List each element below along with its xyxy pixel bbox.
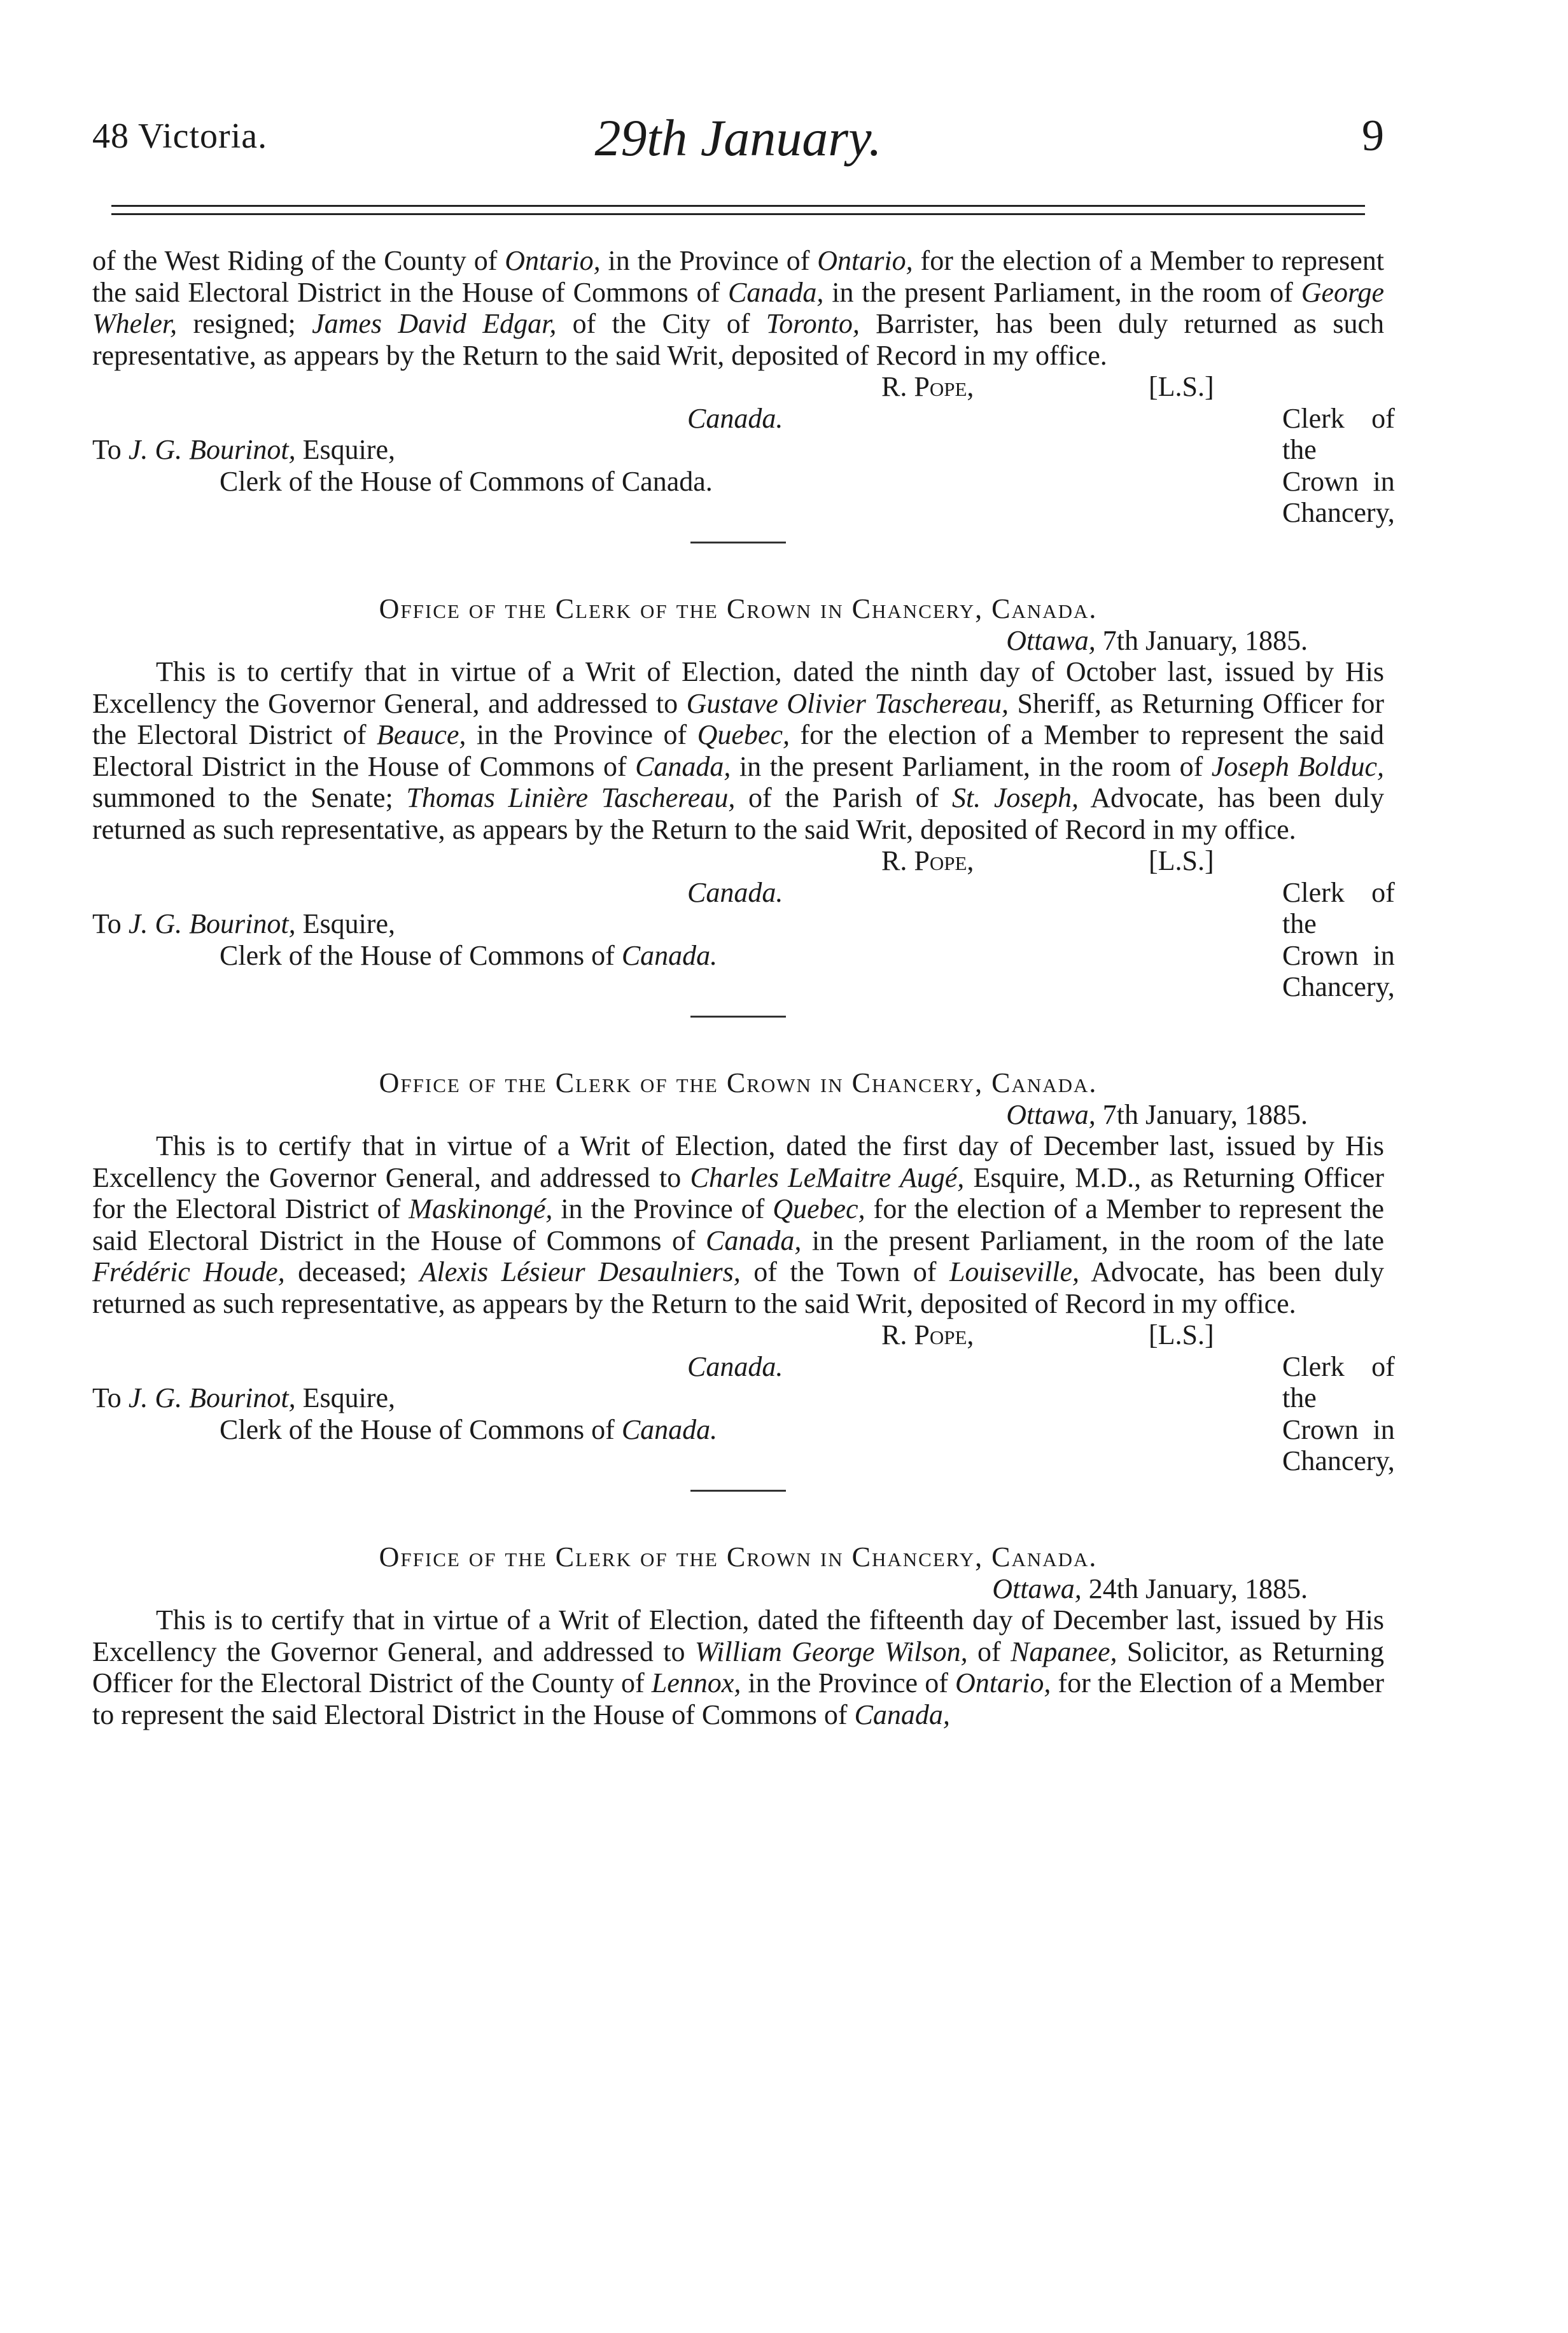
text-run: resigned; [177,308,312,339]
addressee-title-country: Canada. [621,939,718,971]
text-run: of the West Riding of the County of [92,245,505,276]
dateline-place: Ottawa, [1006,624,1096,656]
addressee-title [92,1414,1384,1446]
text-run: for the election of a Member to represent the said Electoral District in the House of Commons of [92,1193,1385,1256]
addressee-name: J. G. Bourinot, [128,434,296,465]
certificate-block-2 [92,593,1395,1002]
page-number: 9 [1362,111,1384,160]
signature-line [92,371,1384,403]
italic-run: Napanee, [1011,1636,1117,1667]
italic-run: Charles LeMaitre Augé, [690,1161,965,1193]
seal-mark: [L.S.] [1149,1319,1214,1350]
text-run: Advocate, has been duly returned as such representative, as appears by the Return to the said Writ, deposited of Record in my office. [92,782,1384,845]
header-double-rule [111,205,1365,215]
dateline [92,1099,1384,1131]
dateline-place: Ottawa, [1006,1098,1096,1130]
addressee-name: J. G. Bourinot, [128,1382,296,1413]
text-run: in the Province of [466,719,697,750]
text-run: for the Election of a Member to represent the said Electoral District in the House of Commons of [92,1667,1384,1730]
italic-run: Quebec, [697,719,790,750]
certificate-paragraph [92,1130,1384,1319]
italic-run: Gustave Olivier Taschereau, [686,687,1009,719]
italic-run: Ontario, [817,245,913,276]
document-page [92,0,1395,2333]
text-run: Sheriff, as Returning Officer for the Electoral District of [92,687,1384,750]
section-separator [690,1016,786,1018]
text-run: in the present Parliament, in the room of the late [801,1224,1384,1256]
italic-run: Canada, [854,1699,950,1730]
italic-run: Joseph Bolduc, [1211,750,1385,782]
dateline-date: 7th January, 1885. [1095,1098,1308,1130]
addressee-title-country: Canada. [621,1413,718,1445]
italic-run: St. Joseph, [951,782,1079,813]
text-run: in the Province of [741,1667,955,1699]
addressee-suffix: Esquire, [295,434,395,465]
signatory-name: R. Pope, [881,1319,974,1350]
text-run: in the Province of [600,245,818,276]
italic-run: Alexis Lésieur Desaulniers, [419,1256,741,1287]
addressee-title-text: Clerk of the House of Commons of [220,1413,622,1445]
certificate-paragraph [92,1604,1384,1730]
italic-run: Canada, [728,276,824,308]
signatory-title-country: Canada. [687,1350,783,1382]
text-run: in the Province of [552,1193,773,1224]
certificate-paragraph [92,245,1384,371]
seal-mark: [L.S.] [1149,371,1214,402]
text-run: of [967,1636,1011,1667]
addressee-prefix: To [92,1382,129,1413]
section-separator [690,542,786,543]
italic-run: Ontario, [505,245,601,276]
dateline-place: Ottawa, [992,1573,1082,1604]
text-run: for the election of a Member to represent the said Electoral District in the House of Commons of [92,719,1384,782]
dateline-date: 24th January, 1885. [1081,1573,1308,1604]
document-body [92,245,1395,1730]
signatory-title-country: Canada. [687,402,783,434]
text-run: Advocate, has been duly returned as such representative, as appears by the Return to the said Writ, deposited of Record in my office. [92,1256,1384,1319]
text-run: Esquire, M.D., as Returning Officer for the Electoral District of [92,1161,1384,1224]
section-separator [690,1490,786,1492]
italic-run: George Wheler, [92,276,1385,339]
italic-run: Toronto, [766,308,860,339]
text-run: in the present Parliament, in the room of [731,750,1212,782]
text-run: of the Town of [740,1256,949,1287]
text-run: deceased; [284,1256,420,1287]
certificate-block-4 [92,1541,1384,1730]
text-run: This is to certify that in virtue of a Writ of Election, dated the first day of December last, issued by His Excellency the Governor General, and addressed to [92,1130,1384,1193]
signatory-name: R. Pope, [881,371,974,402]
text-run: for the election of a Member to represent the said Electoral District in the House of Commons of [92,245,1385,308]
dateline [92,625,1384,657]
addressee-line [92,434,1384,466]
certificate-paragraph [92,656,1384,845]
italic-run: Lennox, [651,1667,741,1699]
addressee-name: J. G. Bourinot, [128,908,296,939]
text-run: in the present Parliament, in the room of [823,276,1301,308]
signatory-name: R. Pope, [881,845,974,876]
text-run: of the City of [556,308,766,339]
dateline [92,1573,1384,1605]
italic-run: James David Edgar, [312,308,557,339]
text-run: Barrister, has been duly returned as such representative, as appears by the Return to the said Writ, deposited of Record in my office. [92,308,1384,371]
dateline-date: 7th January, 1885. [1095,624,1308,656]
italic-run: William George Wilson, [694,1636,968,1667]
addressee-suffix: Esquire, [295,908,395,939]
regnal-year: 48 Victoria. [92,116,268,156]
italic-run: Ontario, [955,1667,1051,1699]
addressee-prefix: To [92,434,129,465]
addressee-line [92,1382,1384,1414]
signature-line [92,1319,1384,1351]
office-heading: Office of the Clerk of the Crown in Chancery, Canada. [379,593,1098,624]
addressee-suffix: Esquire, [295,1382,395,1413]
addressee-prefix: To [92,908,129,939]
office-heading: Office of the Clerk of the Crown in Chancery, Canada. [379,1541,1098,1573]
page-date-heading: 29th January. [594,109,882,167]
office-heading: Office of the Clerk of the Crown in Chancery, Canada. [379,1067,1098,1098]
italic-run: Quebec, [773,1193,865,1224]
certificate-block-1 [92,245,1395,528]
addressee-title: Clerk of the House of Commons of Canada. [220,465,713,497]
italic-run: Louiseville, [949,1256,1080,1287]
text-run: summoned to the Senate; [92,782,407,813]
text-run: This is to certify that in virtue of a Writ of Election, dated the ninth day of October last, issued by His Excellency the Governor General, and addressed to [92,656,1384,719]
italic-run: Maskinongé, [409,1193,553,1224]
certificate-block-3 [92,1067,1395,1476]
addressee-title-text: Clerk of the House of Commons of [220,939,622,971]
italic-run: Frédéric Houde, [92,1256,285,1287]
text-run: This is to certify that in virtue of a Writ of Election, dated the fifteenth day of December last, issued by His Excellency the Governor General, and addressed to [92,1604,1384,1667]
page-header [92,108,1384,178]
italic-run: Canada, [635,750,731,782]
addressee-line [92,908,1384,940]
signature-line [92,845,1384,877]
text-run: Solicitor, as Returning Officer for the Electoral District of the County of [92,1636,1385,1699]
signatory-title-text: Clerk of the Crown in Chancery, [1282,876,1395,1002]
addressee-title [92,940,1384,972]
signatory-title-text: Clerk of the Crown in Chancery, [1282,402,1395,528]
italic-run: Beauce, [376,719,466,750]
text-run: of the Parish of [735,782,952,813]
italic-run: Canada, [706,1224,802,1256]
italic-run: Thomas Linière Taschereau, [406,782,736,813]
signatory-title-text: Clerk of the Crown in Chancery, [1282,1350,1395,1476]
seal-mark: [L.S.] [1149,845,1214,876]
signatory-title-country: Canada. [687,876,783,908]
